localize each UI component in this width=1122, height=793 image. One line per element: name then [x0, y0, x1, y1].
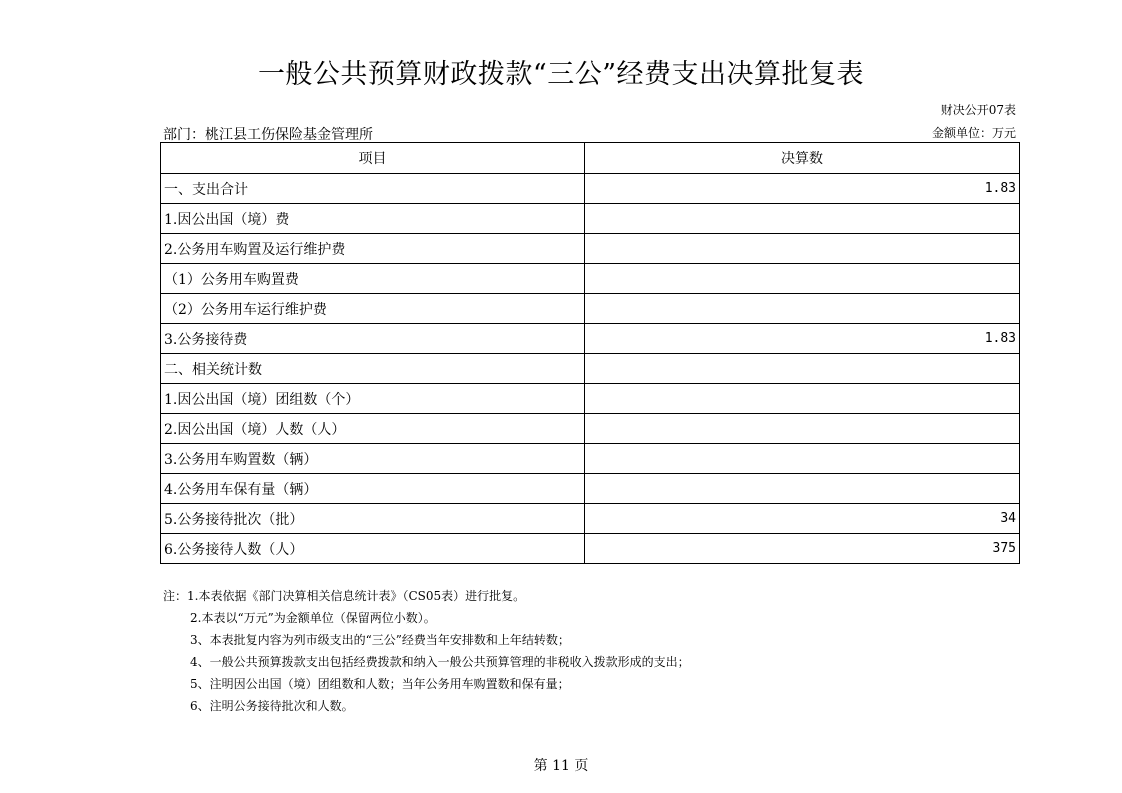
notes-section — [163, 585, 690, 717]
note-line: 2.本表以“万元”为金额单位（保留两位小数）。 — [190, 611, 436, 625]
row-item: 1.因公出国（境）团组数（个） — [161, 384, 585, 414]
table-row — [161, 444, 1020, 474]
department-label: 部门：桃江县工伤保险基金管理所 — [163, 127, 373, 143]
row-value — [585, 414, 1020, 444]
table-row — [161, 324, 1020, 354]
row-item: （1）公务用车购置费 — [161, 264, 585, 294]
column-header-item: 项目 — [161, 143, 585, 174]
column-header-amount: 决算数 — [585, 143, 1020, 174]
row-value — [585, 264, 1020, 294]
row-value — [585, 444, 1020, 474]
form-code: 财决公开07表 — [940, 103, 1016, 117]
row-value — [585, 474, 1020, 504]
table-row — [161, 294, 1020, 324]
table-row — [161, 384, 1020, 414]
table-row — [161, 414, 1020, 444]
row-value: 34 — [585, 504, 1020, 534]
row-item: 5.公务接待批次（批） — [161, 504, 585, 534]
row-value — [585, 354, 1020, 384]
table-row — [161, 534, 1020, 564]
row-value — [585, 294, 1020, 324]
note-line: 6、注明公务接待批次和人数。 — [190, 699, 354, 713]
table-row — [161, 504, 1020, 534]
table-row — [161, 234, 1020, 264]
note-line: 5、注明因公出国（境）团组数和人数；当年公务用车购置数和保有量； — [190, 677, 570, 691]
row-item: 2.因公出国（境）人数（人） — [161, 414, 585, 444]
table-row — [161, 264, 1020, 294]
expense-table — [160, 142, 1020, 564]
row-item: （2）公务用车运行维护费 — [161, 294, 585, 324]
table-row — [161, 174, 1020, 204]
row-value: 1.83 — [585, 324, 1020, 354]
table-row — [161, 354, 1020, 384]
row-item: 3.公务接待费 — [161, 324, 585, 354]
table-row — [161, 474, 1020, 504]
note-line: 4、一般公共预算拨款支出包括经费拨款和纳入一般公共预算管理的非税收入拨款形成的支出； — [190, 655, 690, 669]
row-value — [585, 234, 1020, 264]
row-value: 375 — [585, 534, 1020, 564]
row-item: 6.公务接待人数（人） — [161, 534, 585, 564]
page-title: 一般公共预算财政拨款“三公”经费支出决算批复表 — [257, 59, 865, 90]
table-row — [161, 204, 1020, 234]
row-item: 2.公务用车购置及运行维护费 — [161, 234, 585, 264]
note-line: 注：1.本表依据《部门决算相关信息统计表》（CS05表）进行批复。 — [163, 589, 526, 603]
note-line: 3、本表批复内容为列市级支出的“三公”经费当年安排数和上年结转数； — [190, 633, 570, 647]
row-value — [585, 204, 1020, 234]
row-value — [585, 384, 1020, 414]
row-item: 一、支出合计 — [161, 174, 585, 204]
row-item: 1.因公出国（境）费 — [161, 204, 585, 234]
page-number: 第 11 页 — [533, 758, 589, 774]
table-header-row — [161, 143, 1020, 174]
row-item: 二、相关统计数 — [161, 354, 585, 384]
row-item: 3.公务用车购置数（辆） — [161, 444, 585, 474]
row-value: 1.83 — [585, 174, 1020, 204]
amount-unit-label: 金额单位：万元 — [931, 126, 1016, 140]
row-item: 4.公务用车保有量（辆） — [161, 474, 585, 504]
